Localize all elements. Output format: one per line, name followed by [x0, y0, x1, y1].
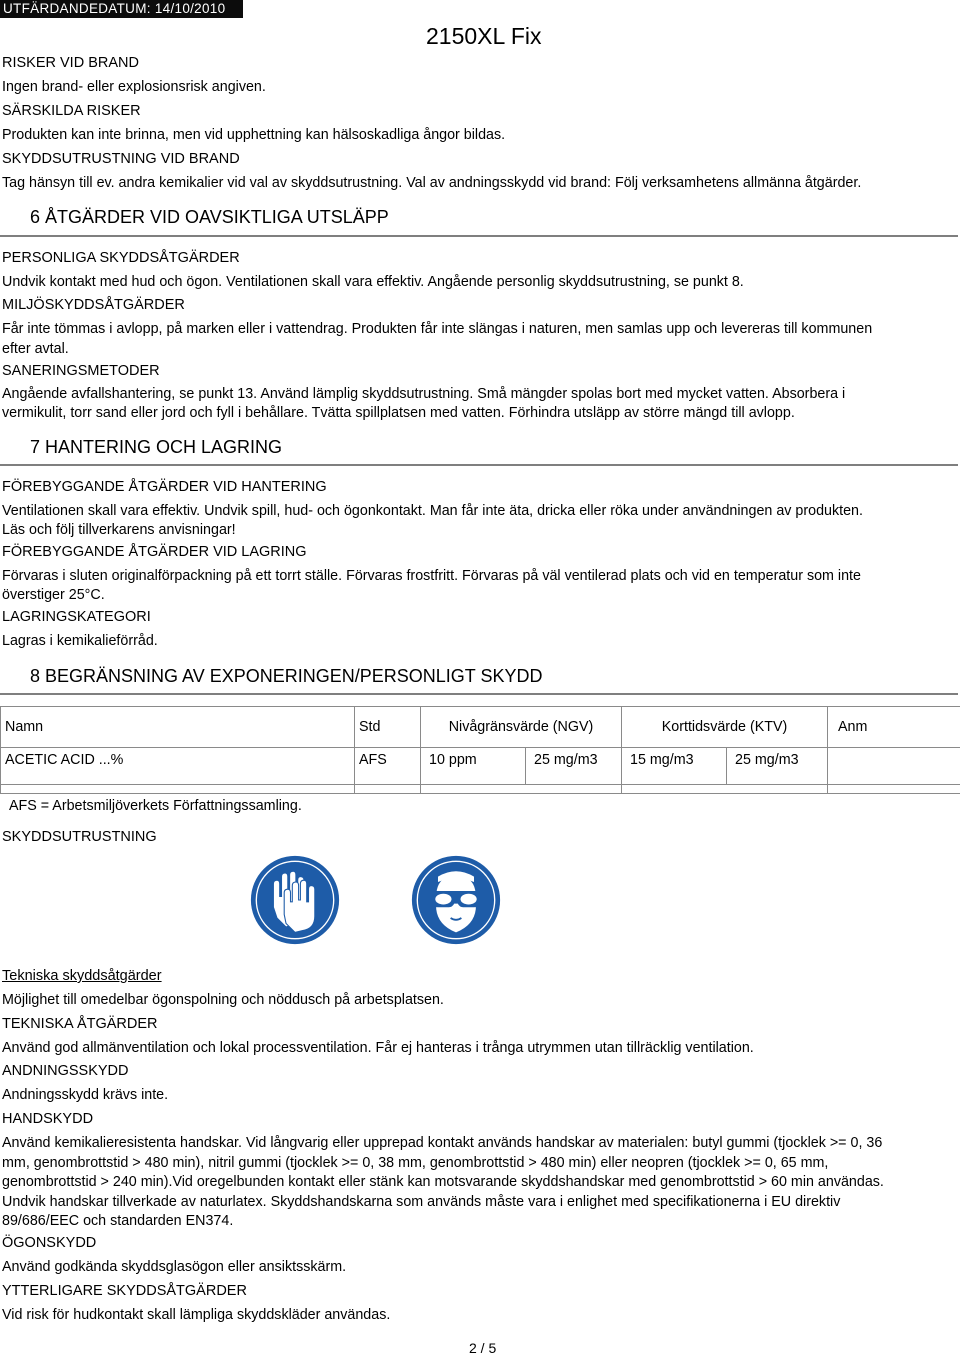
- fire-risk-text: Ingen brand- eller explosionsrisk angiven.: [2, 79, 266, 95]
- section-8-title: 8 BEGRÄNSNING AV EXPONERINGEN/PERSONLIGT SKYDD: [30, 666, 543, 686]
- hand-protection-text-line2: mm, genombrottstid > 480 min), nitril gummi (tjocklek >= 0, 38 mm, genombrottstid > 480 min) eller neopren (tjocklek >= 0, 65 mm,: [2, 1155, 829, 1171]
- section-6-title: 6 ÅTGÄRDER VID OAVSIKTLIGA UTSLÄPP: [30, 207, 389, 227]
- cleanup-methods-text-line2: vermikulit, torr sand eller jord och fyll i behållare. Tvätta spillplatsen med vatten. Förhindra utsläpp av större mängd till avlopp.: [2, 405, 795, 421]
- col-header-ngv: Nivågränsvärde (NGV): [421, 707, 622, 748]
- cell-ktv-mg: 25 mg/m3: [735, 752, 799, 768]
- cleanup-methods-text-line1: Angående avfallshantering, se punkt 13. Använd lämplig skyddsutrustning. Små mängder spolas bort med mycket vatten. Absorbera i: [2, 386, 846, 402]
- handling-text-line1: Ventilationen skall vara effektiv. Undvik spill, hud- och ögonkontakt. Man får inte äta, dricka eller röka under användningen av produkten.: [2, 503, 863, 519]
- storage-heading: FÖREBYGGANDE ÅTGÄRDER VID LAGRING: [2, 544, 307, 560]
- table-spacer-row: [1, 785, 960, 794]
- hand-protection-text-line4: Undvik handskar tillverkade av naturlatex. Skyddshandskarna som används måste vara i enlighet med specifikationerna i EU direktiv: [2, 1194, 841, 1210]
- respiratory-heading: ANDNINGSSKYDD: [2, 1063, 129, 1079]
- col-header-ktv: Korttidsvärde (KTV): [622, 707, 828, 748]
- tech-measures-heading: Tekniska skyddsåtgärder: [2, 968, 162, 984]
- cell-substance-name: ACETIC ACID ...%: [1, 748, 355, 785]
- revision-date: UTFÄRDANDEDATUM: 14/10/2010: [3, 1, 226, 16]
- fire-risk-heading: RISKER VID BRAND: [2, 55, 139, 71]
- eye-protection-text: Använd godkända skyddsglasögon eller ansiktsskärm.: [2, 1259, 347, 1275]
- revision-date-bar: [0, 0, 243, 18]
- additional-measures-text: Vid risk för hudkontakt skall lämpliga skyddskläder användas.: [2, 1307, 391, 1323]
- ppe-heading: SKYDDSUTRUSTNING: [2, 829, 157, 845]
- personal-measures-text: Undvik kontakt med hud och ögon. Ventilationen skall vara effektiv. Angående personlig skyddsutrustning, se punkt 8.: [2, 274, 744, 290]
- section-8-rule: [0, 693, 958, 695]
- hand-protection-text-line5: 89/686/EEC och standarden EN374.: [2, 1213, 234, 1229]
- environment-measures-text-line2: efter avtal.: [2, 341, 69, 357]
- col-header-note: Anm: [828, 707, 960, 748]
- section-7-title: 7 HANTERING OCH LAGRING: [30, 437, 283, 457]
- storage-text-line2: överstiger 25°C.: [2, 587, 105, 603]
- section-6-rule: [0, 235, 958, 237]
- fire-ppe-heading: SKYDDSUTRUSTNING VID BRAND: [2, 151, 240, 167]
- additional-measures-heading: YTTERLIGARE SKYDDSÅTGÄRDER: [2, 1283, 247, 1299]
- cell-ngv-ppm: 10 ppm: [421, 748, 526, 784]
- hand-protection-text-line1: Använd kemikalieresistenta handskar. Vid långvarig eller upprepad kontakt används handskar av materialen: butyl gummi (tjocklek >= 0, 36: [2, 1135, 883, 1151]
- handling-text-line2: Läs och följ tillverkarens anvisningar!: [2, 522, 236, 538]
- exposure-limits-table: [0, 706, 960, 794]
- table-row: [1, 748, 960, 785]
- environment-measures-text-line1: Får inte tömmas i avlopp, på marken eller i vattendrag. Produkten får inte slängas i naturen, men samlas upp och levereras till kommunen: [2, 321, 873, 337]
- afs-note: AFS = Arbetsmiljöverkets Författningssamling.: [9, 798, 302, 814]
- personal-measures-heading: PERSONLIGA SKYDDSÅTGÄRDER: [2, 250, 240, 266]
- tech-measures-text: Möjlighet till omedelbar ögonspolning och nöddusch på arbetsplatsen.: [2, 992, 444, 1008]
- cell-ktv: [622, 748, 828, 785]
- col-header-name: Namn: [1, 707, 355, 748]
- respiratory-text: Andningsskydd krävs inte.: [2, 1087, 169, 1103]
- section-7-rule: [0, 464, 958, 466]
- cell-note: [828, 748, 960, 785]
- special-risks-text: Produkten kan inte brinna, men vid upphettning kan hälsoskadliga ångor bildas.: [2, 127, 506, 143]
- cell-std: AFS: [355, 748, 421, 785]
- cell-ktv-ppm: 15 mg/m3: [622, 748, 727, 784]
- technical-actions-heading: TEKNISKA ÅTGÄRDER: [2, 1016, 158, 1032]
- goggles-mandatory-icon: [411, 855, 501, 945]
- eye-protection-heading: ÖGONSKYDD: [2, 1235, 97, 1251]
- hand-protection-text-line3: genombrottstid > 240 min).Vid oregelbunden kontakt eller stänk kan motsvarande skyddshandskar med genombrottstid > 60 min användas.: [2, 1174, 884, 1190]
- environment-measures-heading: MILJÖSKYDDSÅTGÄRDER: [2, 297, 185, 313]
- page-number: 2 / 5: [469, 1340, 497, 1356]
- col-header-std: Std: [355, 707, 421, 748]
- handling-heading: FÖREBYGGANDE ÅTGÄRDER VID HANTERING: [2, 479, 327, 495]
- cell-ngv: [421, 748, 622, 785]
- storage-category-text: Lagras i kemikalieförråd.: [2, 633, 158, 649]
- hand-protection-heading: HANDSKYDD: [2, 1111, 94, 1127]
- storage-category-heading: LAGRINGSKATEGORI: [2, 609, 151, 625]
- table-header-row: [1, 707, 960, 748]
- cell-ngv-mg: 25 mg/m3: [534, 752, 598, 768]
- storage-text-line1: Förvaras i sluten originalförpackning på ett torrt ställe. Förvaras frostfritt. Förvaras på väl ventilerad plats och vid en temperatur som inte: [2, 568, 861, 584]
- cleanup-methods-heading: SANERINGSMETODER: [2, 363, 160, 379]
- product-title: 2150XL Fix: [426, 23, 542, 49]
- gloves-mandatory-icon: [250, 855, 340, 945]
- special-risks-heading: SÄRSKILDA RISKER: [2, 103, 141, 119]
- technical-actions-text: Använd god allmänventilation och lokal processventilation. Får ej hanteras i trånga utrymmen utan tillräcklig ventilation.: [2, 1040, 754, 1056]
- fire-ppe-text: Tag hänsyn till ev. andra kemikalier vid val av skyddsutrustning. Val av andningsskydd vid brand: Följ verksamhetens allmänna åtgärder.: [2, 175, 862, 191]
